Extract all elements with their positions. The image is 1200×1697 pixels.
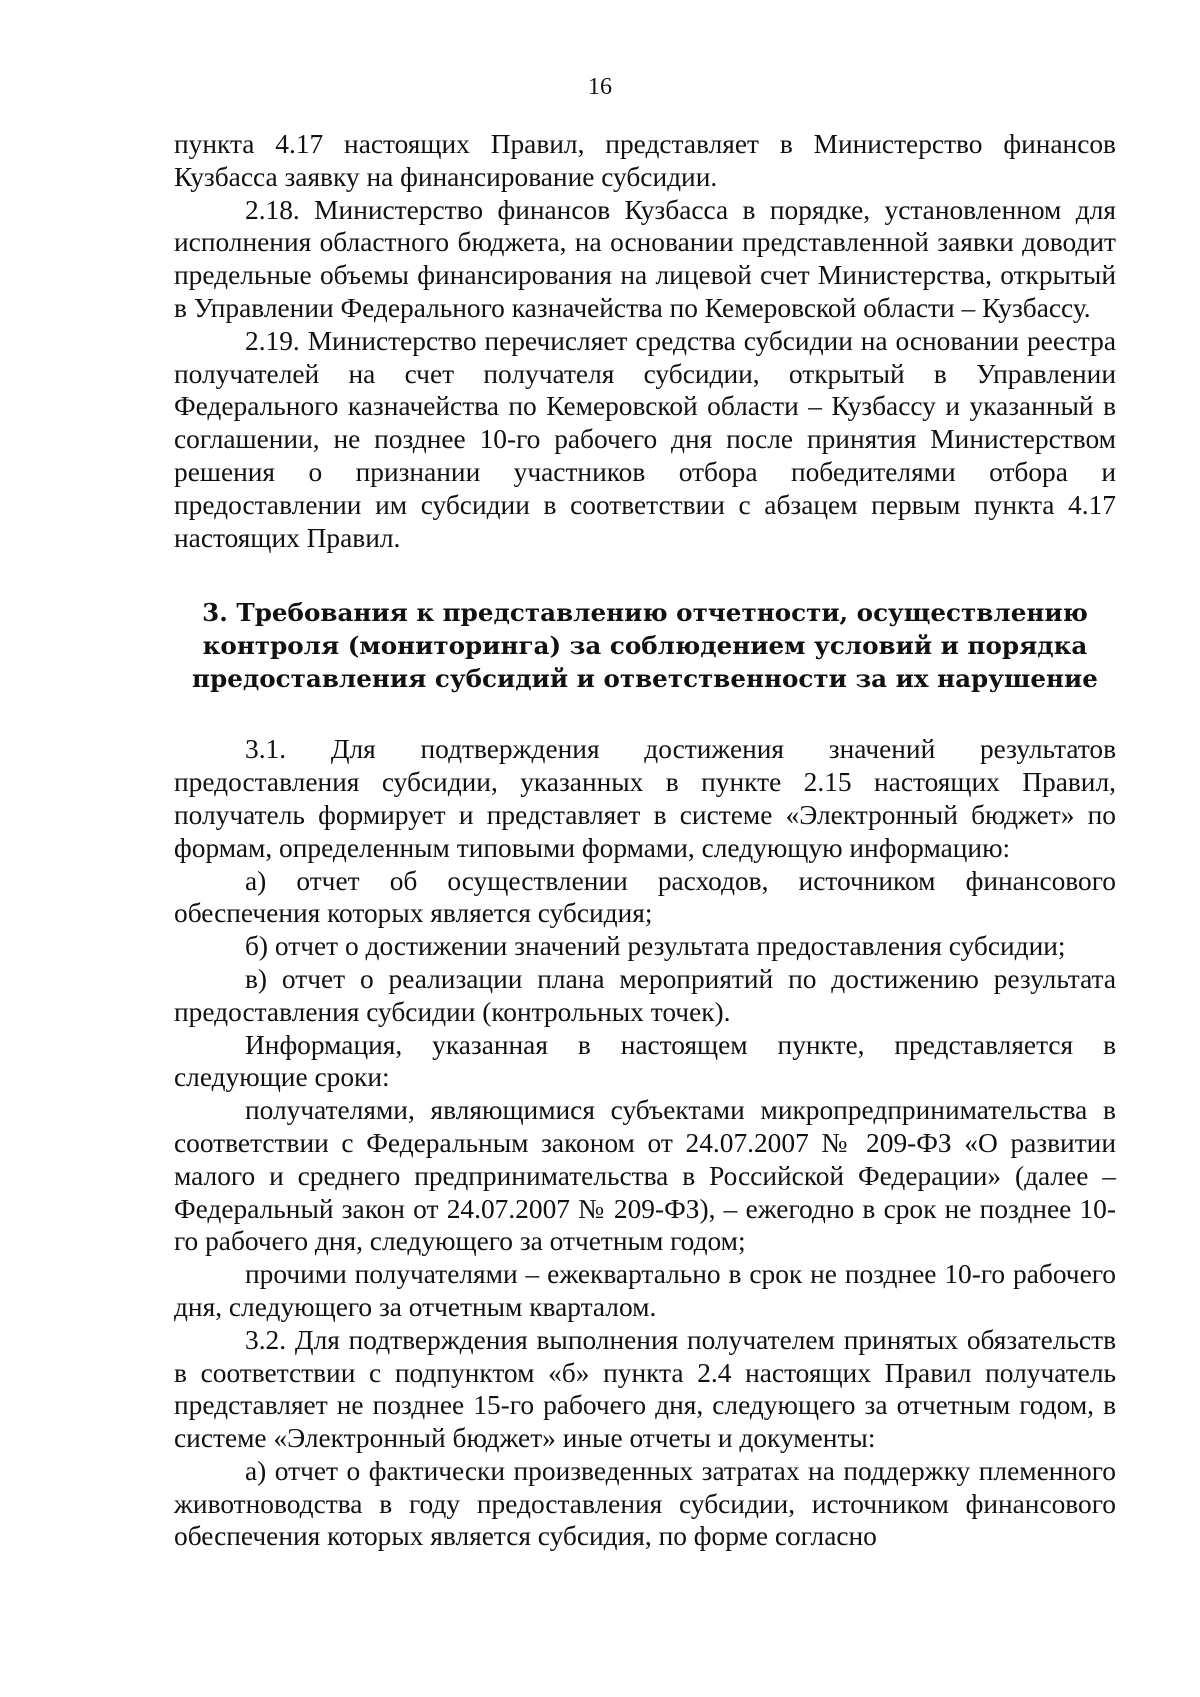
section-title-line-2: контроля (мониторинга) за соблюдением условий и порядка: [202, 631, 1088, 661]
paragraph-3-2: 3.2. Для подтверждения выполнения получателем принятых обязательств в соответствии с подпунктом «б» пункта 2.4 настоящих Правил получатель представляет не позднее 15-го рабочего дня, следующего за отчетным годом, в системе «Электронный бюджет» иные отчеты и документы:: [174, 1324, 1116, 1454]
paragraph-2-19: 2.19. Министерство перечисляет средства субсидии на основании реестра получателей на счет получателя субсидии, открытый в Управлении Федерального казначейства по Кемеровской области – Кузбассу и указанный в соглашении, не позднее 10-го рабочего дня после принятия Министерством решения о признании участников отбора победителями отбора и предоставлении им субсидии в соответствии с абзацем первым пункта 4.17 настоящих Правил.: [174, 325, 1116, 553]
paragraph-3-1: 3.1. Для подтверждения достижения значений результатов предоставления субсидии, указанных в пункте 2.15 настоящих Правил, получатель формирует и представляет в системе «Электронный бюджет» по формам, определенным типовыми формами, следующую информацию:: [174, 734, 1116, 863]
document-body: [174, 128, 1116, 1553]
paragraph-micro-entrepreneurs: получателями, являющимися субъектами микропредпринимательства в соответствии с Федеральным законом от 24.07.2007 № 209-ФЗ «О развитии малого и среднего предпринимательства в Российской Федерации» (далее – Федеральный закон от 24.07.2007 № 209-ФЗ), – ежегодно в срок не позднее 10-го рабочего дня, следующего за отчетным годом;: [174, 1095, 1116, 1257]
paragraph-3-1-b: б) отчет о достижении значений результата предоставления субсидии;: [245, 931, 1066, 962]
paragraph-continuation: пункта 4.17 настоящих Правил, представляет в Министерство финансов Кузбасса заявку на финансирование субсидии.: [174, 129, 1116, 192]
paragraph-3-2-a: а) отчет о фактически произведенных затратах на поддержку племенного животноводства в году предоставления субсидии, источником финансового обеспечения которых является субсидия, по форме согласно: [174, 1455, 1116, 1552]
paragraph-other-recipients: прочими получателями – ежеквартально в срок не позднее 10-го рабочего дня, следующего за отчетным кварталом.: [174, 1259, 1116, 1322]
paragraph-info-deadlines: Информация, указанная в настоящем пункте, представляется в следующие сроки:: [174, 1029, 1116, 1093]
page-number: 16: [588, 74, 612, 100]
section-title-line-1: 3. Требования к представлению отчетности, осуществлению: [202, 598, 1088, 628]
paragraph-3-1-a: а) отчет об осуществлении расходов, источником финансового обеспечения которых является субсидия;: [174, 865, 1116, 929]
paragraph-2-18: 2.18. Министерство финансов Кузбасса в порядке, установленном для исполнения областного бюджета, на основании представленной заявки доводит предельные объемы финансирования на лицевой счет Министерства, открытый в Управлении Федерального казначейства по Кемеровской области – Кузбассу.: [174, 194, 1116, 323]
section-3-title: [174, 596, 1116, 695]
paragraph-3-1-v: в) отчет о реализации плана мероприятий по достижению результата предоставления субсидии (контрольных точек).: [174, 963, 1116, 1027]
section-title-line-3: предоставления субсидий и ответственности за их нарушение: [192, 664, 1098, 694]
